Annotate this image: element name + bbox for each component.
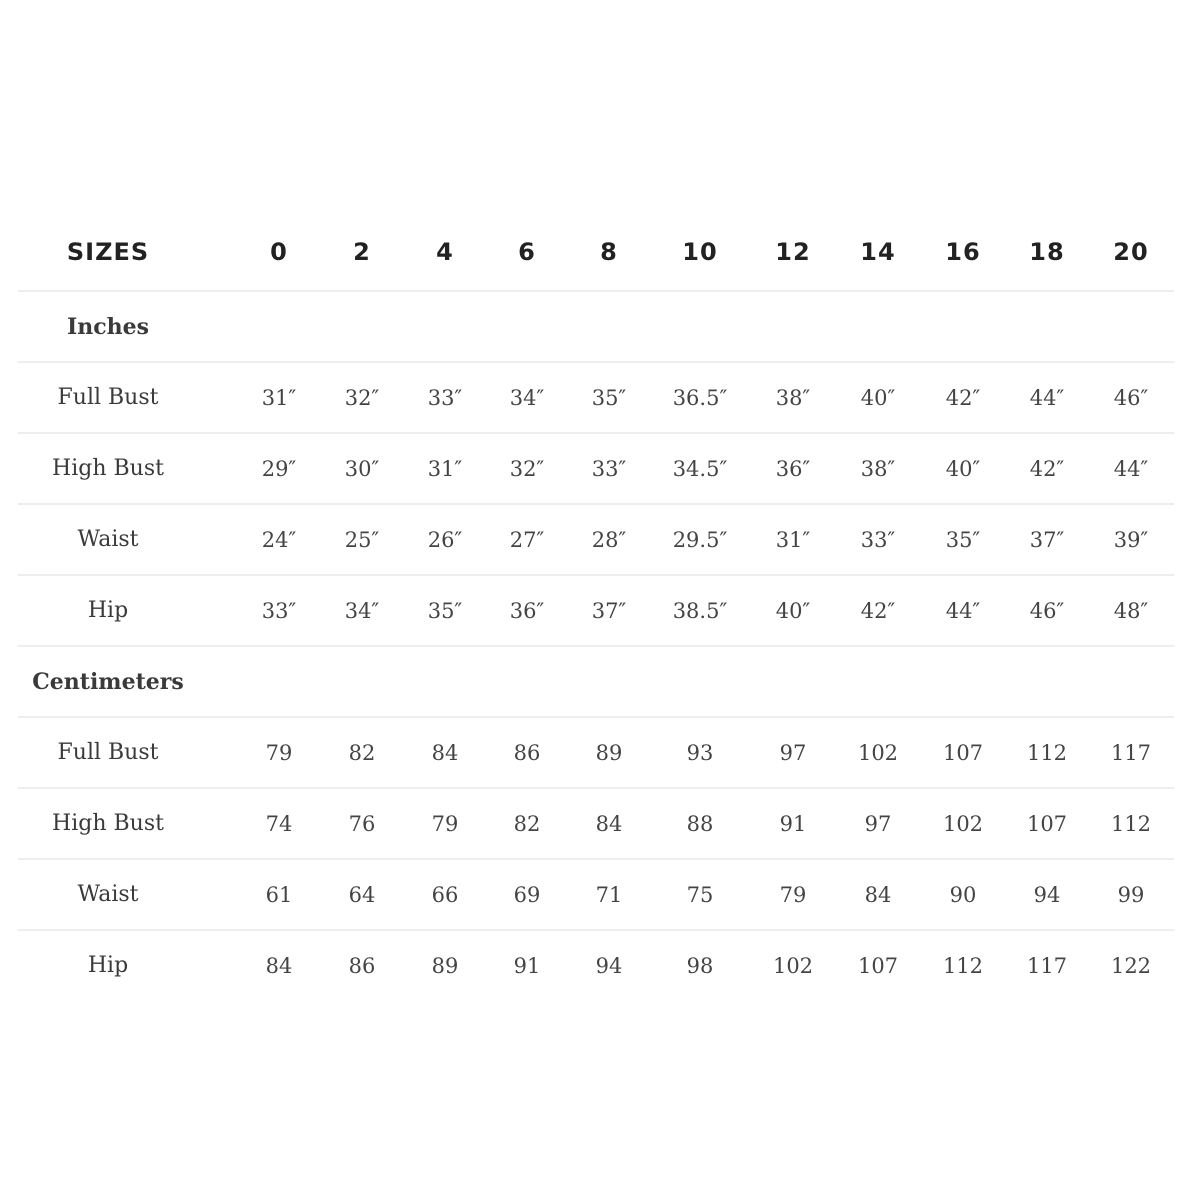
size-header-cell: 10 xyxy=(682,238,718,266)
measurement-value: 86 xyxy=(348,953,376,978)
measurement-value: 32″ xyxy=(344,385,380,410)
table-row xyxy=(18,363,1174,434)
measurement-value: 64 xyxy=(348,882,376,907)
measurement-value: 112 xyxy=(1110,811,1152,836)
measurement-value: 38.5″ xyxy=(672,598,728,623)
measurement-value: 33″ xyxy=(860,527,896,552)
table-row xyxy=(18,860,1174,931)
measurement-value: 40″ xyxy=(775,598,811,623)
measurement-label: Hip xyxy=(87,953,129,978)
section-title-inches: Inches xyxy=(66,313,150,340)
measurement-value: 117 xyxy=(1026,953,1068,978)
measurement-value: 29″ xyxy=(261,456,297,481)
measurement-value: 89 xyxy=(431,953,459,978)
measurement-value: 66 xyxy=(431,882,459,907)
measurement-value: 74 xyxy=(265,811,293,836)
measurement-value: 112 xyxy=(942,953,984,978)
measurement-value: 35″ xyxy=(591,385,627,410)
measurement-value: 26″ xyxy=(427,527,463,552)
measurement-value: 34.5″ xyxy=(672,456,728,481)
measurement-value: 75 xyxy=(686,882,714,907)
measurement-value: 79 xyxy=(779,882,807,907)
measurement-value: 117 xyxy=(1110,740,1152,765)
measurement-value: 93 xyxy=(686,740,714,765)
size-header-cell: 4 xyxy=(436,238,454,266)
measurement-value: 99 xyxy=(1117,882,1145,907)
measurement-label: Waist xyxy=(77,527,139,552)
measurement-value: 82 xyxy=(513,811,541,836)
measurement-value: 44″ xyxy=(945,598,981,623)
measurement-value: 79 xyxy=(431,811,459,836)
measurement-value: 30″ xyxy=(344,456,380,481)
measurement-value: 102 xyxy=(942,811,984,836)
measurement-value: 94 xyxy=(595,953,623,978)
measurement-value: 31″ xyxy=(775,527,811,552)
measurement-value: 42″ xyxy=(945,385,981,410)
measurement-value: 36.5″ xyxy=(672,385,728,410)
measurement-value: 31″ xyxy=(261,385,297,410)
measurement-value: 39″ xyxy=(1113,527,1149,552)
table-row xyxy=(18,576,1174,647)
measurement-value: 86 xyxy=(513,740,541,765)
measurement-value: 32″ xyxy=(509,456,545,481)
table-row xyxy=(18,505,1174,576)
section-row-inches xyxy=(18,292,1174,363)
measurement-value: 61 xyxy=(265,882,293,907)
table-row xyxy=(18,789,1174,860)
measurement-value: 40″ xyxy=(860,385,896,410)
measurement-value: 33″ xyxy=(261,598,297,623)
measurement-label: Waist xyxy=(77,882,139,907)
measurement-label: Full Bust xyxy=(57,740,159,765)
measurement-value: 34″ xyxy=(509,385,545,410)
measurement-value: 90 xyxy=(949,882,977,907)
measurement-value: 38″ xyxy=(775,385,811,410)
measurement-value: 91 xyxy=(779,811,807,836)
measurement-value: 102 xyxy=(772,953,814,978)
measurement-value: 46″ xyxy=(1113,385,1149,410)
measurement-label: Hip xyxy=(87,598,129,623)
measurement-value: 71 xyxy=(595,882,623,907)
measurement-value: 84 xyxy=(595,811,623,836)
measurement-value: 35″ xyxy=(945,527,981,552)
size-header-cell: 18 xyxy=(1029,238,1065,266)
measurement-value: 37″ xyxy=(591,598,627,623)
measurement-value: 84 xyxy=(265,953,293,978)
measurement-value: 48″ xyxy=(1113,598,1149,623)
size-header-cell: 20 xyxy=(1113,238,1149,266)
measurement-label: High Bust xyxy=(52,456,164,481)
size-header-cell: 0 xyxy=(270,238,288,266)
table-row xyxy=(18,931,1174,1000)
measurement-label: High Bust xyxy=(52,811,164,836)
measurement-value: 46″ xyxy=(1029,598,1065,623)
size-header-cell: 8 xyxy=(600,238,618,266)
measurement-value: 28″ xyxy=(591,527,627,552)
measurement-value: 35″ xyxy=(427,598,463,623)
sizes-heading: SIZES xyxy=(66,238,150,266)
measurement-value: 76 xyxy=(348,811,376,836)
size-header-cell: 14 xyxy=(860,238,896,266)
measurement-value: 107 xyxy=(1026,811,1068,836)
measurement-value: 102 xyxy=(857,740,899,765)
measurement-value: 33″ xyxy=(591,456,627,481)
measurement-value: 31″ xyxy=(427,456,463,481)
measurement-value: 97 xyxy=(864,811,892,836)
measurement-value: 25″ xyxy=(344,527,380,552)
section-row-centimeters xyxy=(18,647,1174,718)
size-header-cell: 2 xyxy=(353,238,371,266)
measurement-value: 82 xyxy=(348,740,376,765)
measurement-value: 88 xyxy=(686,811,714,836)
measurement-value: 98 xyxy=(686,953,714,978)
measurement-value: 37″ xyxy=(1029,527,1065,552)
measurement-value: 112 xyxy=(1026,740,1068,765)
measurement-value: 36″ xyxy=(509,598,545,623)
measurement-value: 42″ xyxy=(860,598,896,623)
measurement-value: 91 xyxy=(513,953,541,978)
table-row xyxy=(18,434,1174,505)
measurement-value: 107 xyxy=(942,740,984,765)
measurement-value: 24″ xyxy=(261,527,297,552)
measurement-value: 107 xyxy=(857,953,899,978)
table-row xyxy=(18,718,1174,789)
measurement-value: 42″ xyxy=(1029,456,1065,481)
measurement-value: 89 xyxy=(595,740,623,765)
measurement-value: 34″ xyxy=(344,598,380,623)
measurement-value: 38″ xyxy=(860,456,896,481)
measurement-value: 33″ xyxy=(427,385,463,410)
measurement-value: 44″ xyxy=(1113,456,1149,481)
size-header-cell: 12 xyxy=(775,238,811,266)
measurement-value: 84 xyxy=(864,882,892,907)
measurement-label: Full Bust xyxy=(57,385,159,410)
measurement-value: 29.5″ xyxy=(672,527,728,552)
header-row xyxy=(18,214,1174,292)
measurement-value: 94 xyxy=(1033,882,1061,907)
section-title-centimeters: Centimeters xyxy=(32,668,184,695)
size-chart-table xyxy=(18,214,1174,1000)
measurement-value: 40″ xyxy=(945,456,981,481)
measurement-value: 79 xyxy=(265,740,293,765)
measurement-value: 44″ xyxy=(1029,385,1065,410)
measurement-value: 36″ xyxy=(775,456,811,481)
measurement-value: 84 xyxy=(431,740,459,765)
measurement-value: 97 xyxy=(779,740,807,765)
measurement-value: 69 xyxy=(513,882,541,907)
measurement-value: 122 xyxy=(1110,953,1152,978)
size-header-cell: 6 xyxy=(518,238,536,266)
size-header-cell: 16 xyxy=(945,238,981,266)
measurement-value: 27″ xyxy=(509,527,545,552)
